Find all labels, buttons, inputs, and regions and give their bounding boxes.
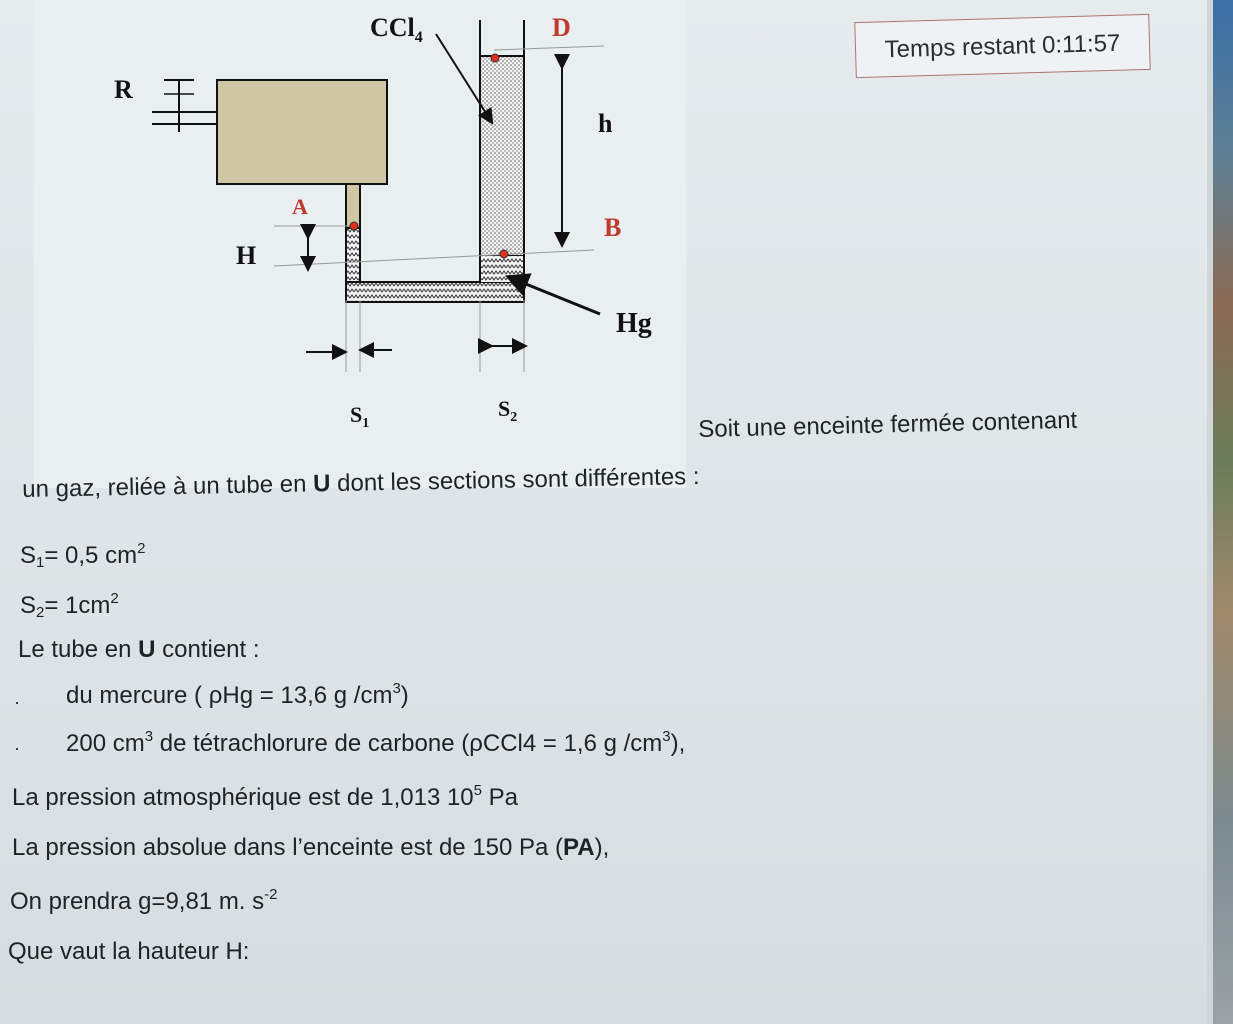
item-mercury: du mercure ( ρHg = 13,6 g $/cm^3$) [66,680,409,709]
hg-arrow [516,280,600,314]
right-branch-mercury [481,256,523,282]
label-ccl4: CCl$_4$ [370,13,423,46]
time-remaining-label: Temps restant [884,32,1036,64]
point-a [350,222,358,230]
u-tube-figure [34,0,686,488]
gas-pipe [346,184,360,228]
guide-line-d [494,46,604,50]
label-r: R [114,75,133,104]
label-a: A [292,194,308,219]
label-hg: Hg [616,308,652,339]
right-branch-ccl4 [480,56,524,256]
absolute-pressure-text: La pression absolue dans l’enceinte est de 150 Pa (PA), [12,834,610,861]
time-remaining-box [854,14,1150,78]
label-s2: $S_2$ [498,396,518,425]
point-b [500,250,508,258]
atmospheric-pressure-text: La pression atmosphérique est de 1,013 $10^5$ Pa [12,782,519,811]
tube-contains-heading: Le tube en U contient : [18,636,260,663]
label-H: H [236,241,257,270]
label-s1: $S_1$ [350,402,370,431]
section-s1-value: $S_1= 0,5$ $cm^2$ [20,540,146,571]
label-b: B [604,213,622,242]
question-text: Que vaut la hauteur H: [8,938,250,965]
u-inner-gap [360,262,480,282]
section-s2-value: $S_2= 1cm^2$ [20,590,119,621]
u-bottom-mercury [346,282,524,302]
u-tube-diagram [34,0,686,488]
gas-vessel [217,80,387,184]
intro-text-continued: un gaz, reliée à un tube en U dont les sections sont différentes : [22,462,700,503]
gravity-text: On prendra g=9,81 m. $s^{-2}$ [10,886,278,915]
intro-text-right: Soit une enceinte fermée contenant [698,406,1078,443]
point-d [491,54,499,62]
background-scenery [1213,0,1233,1024]
bullet-mercury: · [14,692,20,712]
time-remaining-value: 0:11:57 [1041,29,1121,59]
item-ccl4: 200 $cm^3$ de tétrachlorure de carbone (ρCCl4 = 1,6 g $/cm^3$), [66,728,686,757]
label-h-small: h [598,109,613,138]
label-d: D [552,13,571,42]
bullet-ccl4: · [14,738,20,758]
page-edge [1207,0,1213,1024]
